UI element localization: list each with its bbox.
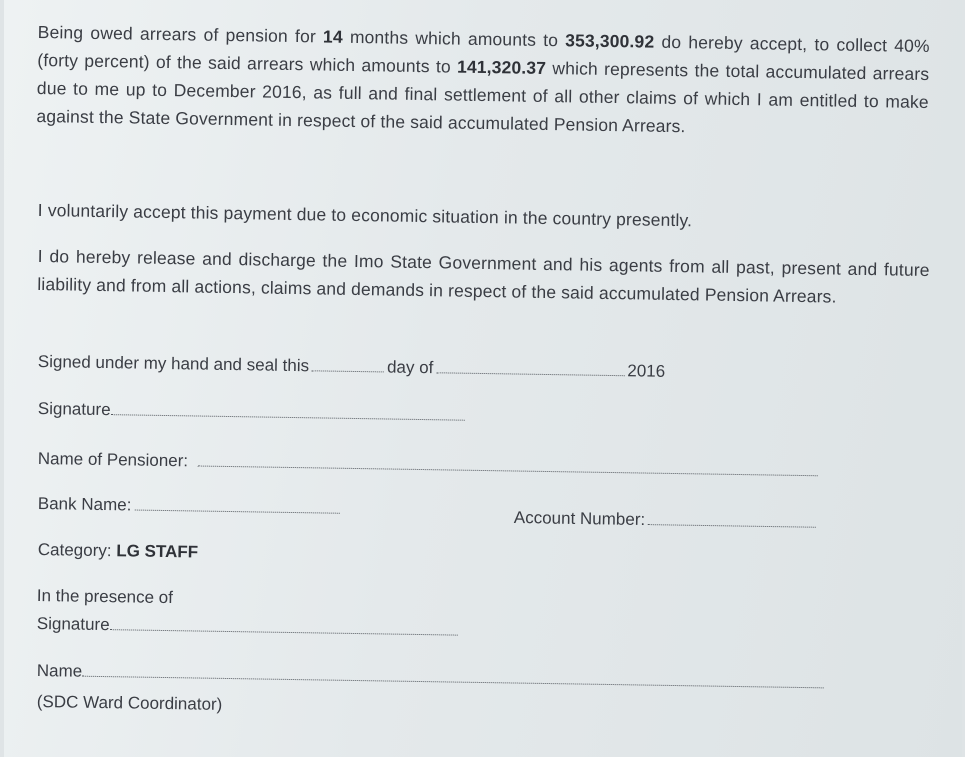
witness-name-blank[interactable]: [82, 662, 824, 689]
category-line: [38, 540, 199, 563]
bank-name-blank[interactable]: [134, 496, 339, 514]
presence-line: [37, 586, 173, 608]
pensioner-name-label: Name of Pensioner:: [37, 449, 189, 471]
account-number-label: Account Number:: [513, 508, 646, 530]
signed-year: 2016: [627, 361, 666, 381]
voluntary-acceptance-paragraph: I voluntarily accept this payment due to economic situation in the country presently.: [37, 199, 693, 231]
signed-prefix: Signed under my hand and seal this: [37, 352, 310, 376]
witness-signature-blank[interactable]: [110, 615, 458, 635]
arrears-paragraph: [36, 18, 930, 144]
day-blank[interactable]: [312, 356, 384, 372]
text-fragment: months which amounts to: [342, 26, 566, 51]
category-value: LG STAFF: [116, 541, 199, 562]
coordinator-label: (SDC Ward Coordinator): [36, 692, 223, 714]
pensioner-signature-line: [38, 399, 468, 426]
coordinator-line: [37, 692, 223, 715]
witness-signature-line: [37, 614, 461, 641]
presence-label: In the presence of: [36, 586, 174, 608]
account-number-line: [514, 508, 820, 533]
signature-label: Signature: [37, 399, 111, 420]
account-number-blank[interactable]: [648, 510, 816, 528]
category-label: Category:: [37, 540, 112, 561]
document-page: [4, 0, 962, 757]
pensioner-name-line: [38, 449, 821, 481]
months-count: 14: [322, 26, 343, 47]
pensioner-name-blank[interactable]: [198, 452, 818, 477]
release-discharge-paragraph: I do hereby release and discharge the Imo State Government and his agents from all past, present and future liability and from all actions, claims and demands in respect of the said accumulated Pension Arrears.: [37, 245, 930, 307]
bank-name-line: [38, 494, 343, 519]
text-fragment: do hereby accept, to collect 40% (forty percent) of the said arrears which amounts to: [37, 31, 930, 77]
text-fragment: which represents the total accumulated arrears due to me up to December 2016, as full and final settlement of all other claims of which I am entitled to make against the State Government in respect of the said accumulated Pension Arrears.: [36, 57, 930, 137]
text-fragment: Being owed arrears of pension for: [37, 21, 324, 47]
bank-name-label: Bank Name:: [37, 494, 132, 515]
total-arrears-amount: 353,300.92: [565, 30, 655, 52]
forty-percent-amount: 141,320.37: [456, 56, 547, 78]
signed-date-line: [38, 352, 666, 382]
month-blank[interactable]: [436, 358, 624, 376]
witness-name-label: Name: [36, 661, 83, 681]
signature-blank[interactable]: [111, 400, 465, 421]
witness-signature-label: Signature: [36, 614, 110, 635]
day-of-label: day of: [386, 357, 434, 378]
witness-name-line: [37, 661, 828, 693]
